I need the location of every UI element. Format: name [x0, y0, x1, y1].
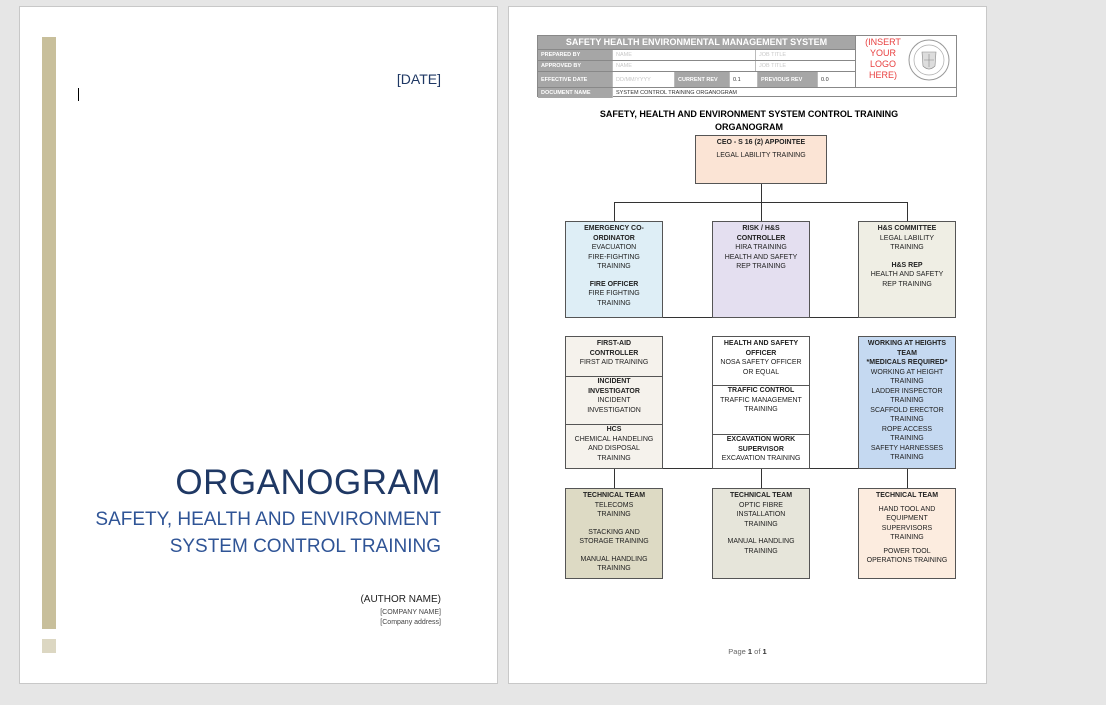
organogram-title: SAFETY, HEALTH AND ENVIRONMENT SYSTEM CONTROL TRAINING ORGANOGRAM	[599, 109, 899, 132]
org-box-first-aid-group[interactable]	[565, 336, 663, 469]
org-box-hs-committee[interactable]: H&S COMMITTEE LEGAL LABILITY TRAINING H&S REP HEALTH AND SAFETY REP TRAINING	[858, 221, 956, 318]
approved-by-title[interactable]: JOB TITLE	[759, 63, 787, 69]
excavation-supervisor: EXCAVATION WORK SUPERVISOR EXCAVATION TRAINING	[721, 436, 801, 462]
header-title: SAFETY HEALTH ENVIRONMENTAL MANAGEMENT SYSTEM	[538, 36, 855, 49]
connector-line	[614, 202, 615, 221]
org-box-technical-team-tools[interactable]: TECHNICAL TEAM HAND TOOL AND EQUIPMENT SUPERVISORS TRAINING POWER TOOL OPERATIONS TRAINING	[858, 488, 956, 579]
current-rev-value[interactable]: 0.1	[730, 72, 758, 88]
connector-line	[907, 468, 908, 488]
org-box-risk-controller[interactable]: RISK / H&S CONTROLLER HIRA TRAINING HEALTH AND SAFETY REP TRAINING	[712, 221, 810, 318]
previous-rev-value[interactable]: 0.0	[821, 77, 829, 83]
connector-line	[614, 468, 615, 488]
connector-line	[663, 317, 713, 318]
incident-investigator: INCIDENT INVESTIGATOR INCIDENT INVESTIGATION	[587, 378, 641, 414]
seal-logo-icon	[908, 39, 950, 81]
connector-line	[761, 184, 762, 202]
cover-author[interactable]: (AUTHOR NAME)	[360, 594, 441, 605]
cover-accent-square	[42, 639, 56, 653]
cover-page	[19, 6, 498, 684]
first-aid-controller: FIRST-AID CONTROLLER FIRST AID TRAINING	[579, 340, 649, 366]
previous-rev-label: PREVIOUS REV	[758, 72, 818, 88]
prepared-by-label: PREPARED BY	[538, 50, 613, 61]
approved-by-value[interactable]: NAME	[613, 61, 756, 72]
cover-subtitle-line2[interactable]: SYSTEM CONTROL TRAINING	[169, 536, 441, 557]
org-box-emergency-coordinator[interactable]: EMERGENCY CO- ORDINATOR EVACUATION FIRE-FIGHTING TRAINING FIRE OFFICER FIRE FIGHTING TRAINING	[565, 221, 663, 318]
current-rev-label: CURRENT REV	[675, 72, 730, 88]
org-box-hs-officer-group[interactable]	[712, 336, 810, 469]
document-header-table	[537, 35, 957, 97]
prepared-by-title[interactable]: JOB TITLE	[759, 52, 787, 58]
connector-line	[663, 468, 713, 469]
page-footer: Page 1 of 1	[728, 647, 767, 656]
cover-company[interactable]: [COMPANY NAME]	[380, 609, 441, 616]
traffic-control: TRAFFIC CONTROL TRAFFIC MANAGEMENT TRAINING	[720, 387, 802, 413]
org-box-ceo[interactable]: CEO - S 16 (2) APPOINTEE LEGAL LABILITY TRAINING	[695, 135, 827, 184]
org-box-working-at-heights[interactable]: WORKING AT HEIGHTS TEAM *MEDICALS REQUIRED* WORKING AT HEIGHT TRAINING LADDER INSPECTOR TRAINING SCAFFOLD ERECTOR TRAINING ROPE ACCESS TRAINING SAFETY HARNESSES TRAINING	[858, 336, 956, 469]
cover-accent-bar	[42, 37, 56, 629]
content-page	[508, 6, 987, 684]
hcs-section: HCS CHEMICAL HANDELING AND DISPOSAL TRAINING	[574, 426, 654, 462]
connector-line	[761, 202, 762, 221]
connector-line	[907, 202, 908, 221]
cover-subtitle-line1[interactable]: SAFETY, HEALTH AND ENVIRONMENT	[95, 509, 441, 530]
approved-by-label: APPROVED BY	[538, 61, 613, 72]
cover-address[interactable]: [Company address]	[380, 619, 441, 626]
connector-line	[810, 317, 859, 318]
cover-title[interactable]: ORGANOGRAM	[175, 463, 441, 502]
effective-date-value[interactable]: DD/MM/YYYY	[613, 72, 675, 88]
effective-date-label: EFFECTIVE DATE	[538, 72, 613, 88]
text-cursor	[78, 88, 79, 101]
cover-date[interactable]: [DATE]	[396, 71, 441, 87]
logo-placeholder[interactable]: (INSERT YOUR LOGO HERE)	[865, 37, 901, 80]
document-name-label: DOCUMENT NAME	[538, 88, 613, 98]
prepared-by-value[interactable]: NAME	[613, 50, 756, 61]
connector-line	[810, 468, 859, 469]
document-name-value[interactable]: SYSTEM CONTROL TRAINING ORGANOGRAM	[616, 90, 738, 96]
connector-line	[761, 468, 762, 488]
header-row-dates	[538, 71, 855, 88]
header-row-docname	[538, 87, 956, 98]
org-box-technical-team-fibre[interactable]: TECHNICAL TEAM OPTIC FIBRE INSTALLATION TRAINING MANUAL HANDLING TRAINING	[712, 488, 810, 579]
org-box-technical-team-telecoms[interactable]: TECHNICAL TEAM TELECOMS TRAINING STACKING AND STORAGE TRAINING MANUAL HANDLING TRAINING	[565, 488, 663, 579]
hs-officer: HEALTH AND SAFETY OFFICER NOSA SAFETY OFFICER OR EQUAL	[720, 340, 802, 376]
